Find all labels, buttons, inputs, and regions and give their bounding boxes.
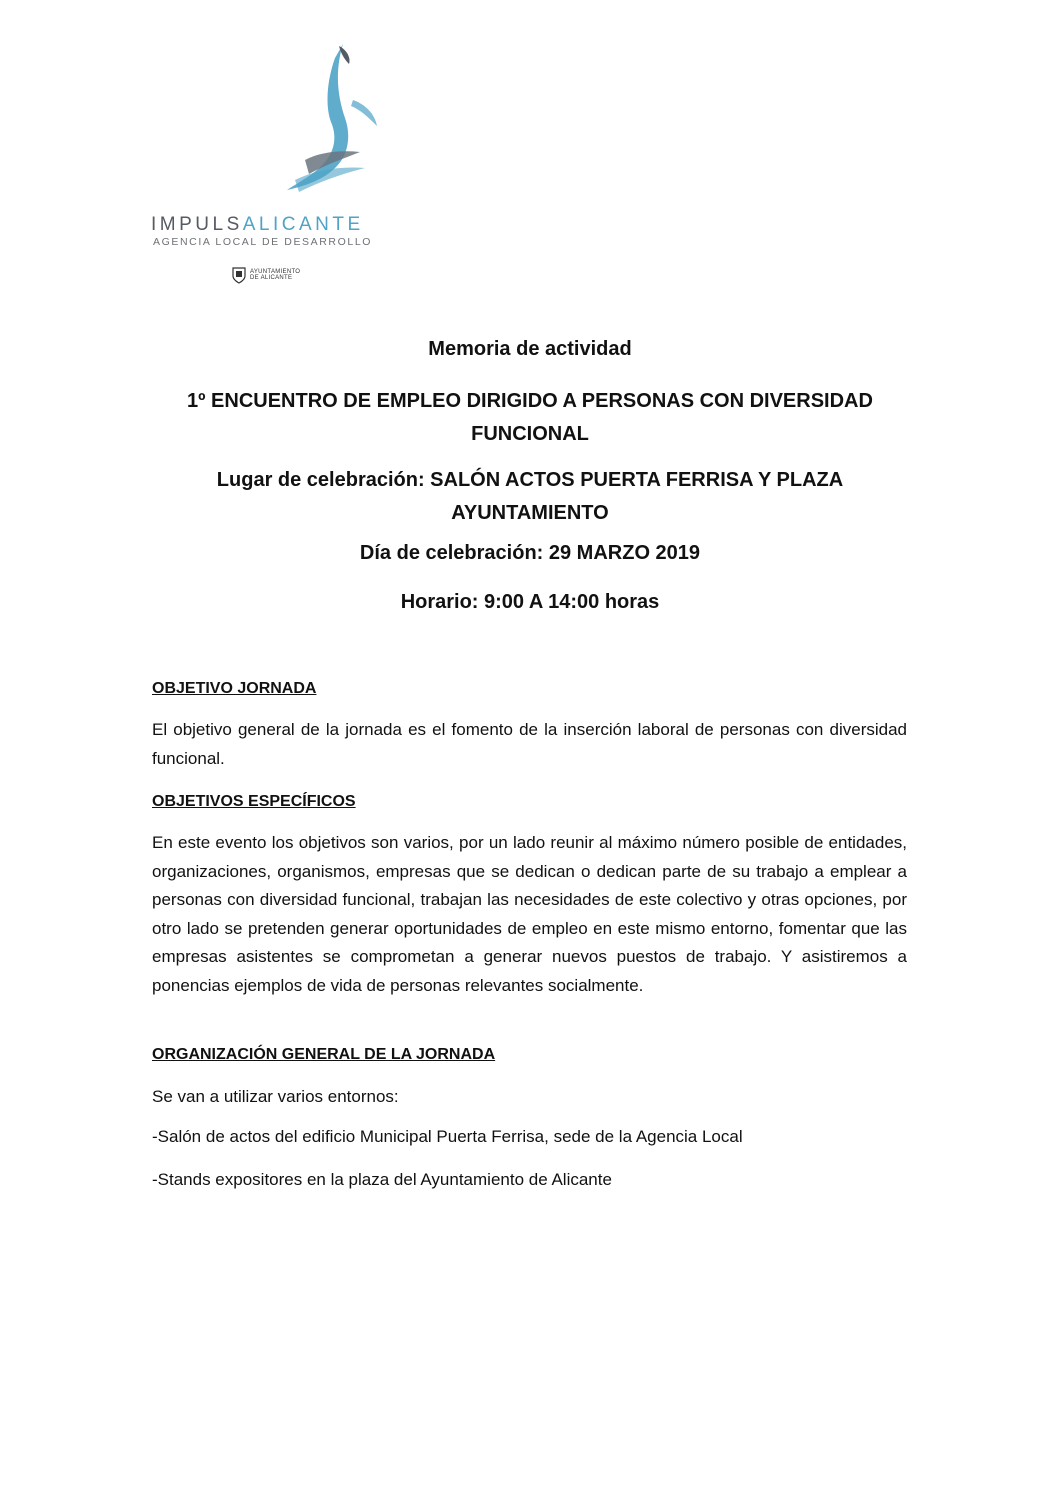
event-location xyxy=(150,464,910,530)
event-location-line-1: Lugar de celebración: SALÓN ACTOS PUERTA FERRISA Y PLAZA xyxy=(216,469,844,491)
event-title-line-2: FUNCIONAL xyxy=(471,423,589,445)
event-title xyxy=(150,385,910,451)
organizacion-intro: Se van a utilizar varios entornos: xyxy=(152,1087,399,1106)
event-schedule: Horario: 9:00 A 14:00 horas xyxy=(400,591,660,613)
event-date: Día de celebración: 29 MARZO 2019 xyxy=(359,542,701,564)
council-mark xyxy=(232,266,310,284)
especificos-paragraph: En este evento los objetivos son varios, por un lado reunir al máximo número posible de entidades, organizaciones, organismos, empresas que se dedican o dedican parte de su trabajo a emplear a personas con diversidad funcional, trabajan las necesidades de este colectivo y otras opciones, por otro lado se pretenden generar oportunidades de empleo en este mismo entorno, fomentar que las empresas asistentes se comprometan a generar nuevos puestos de trabajo. Y asistiremos a ponencias ejemplos de vida de personas relevantes socialmente. xyxy=(152,833,907,995)
council-name: AYUNTAMIENTO DE ALICANTE xyxy=(250,268,301,281)
event-location-line-2: AYUNTAMIENTO xyxy=(451,502,609,524)
swimmer-figure-icon xyxy=(265,40,385,215)
objetivo-heading: OBJETIVO JORNADA xyxy=(152,680,317,697)
impulsalicante-logo xyxy=(145,40,415,300)
organizacion-heading: ORGANIZACIÓN GENERAL DE LA JORNADA xyxy=(152,1046,496,1063)
brand-name xyxy=(151,214,364,236)
coat-of-arms-icon xyxy=(232,266,246,284)
document-title: Memoria de actividad xyxy=(428,338,632,360)
brand-name-part2: ALICANTE xyxy=(242,214,364,235)
brand-name-part1: IMPULS xyxy=(151,214,243,235)
especificos-heading: OBJETIVOS ESPECÍFICOS xyxy=(152,793,356,810)
event-title-line-1: 1º ENCUENTRO DE EMPLEO DIRIGIDO A PERSONAS CON DIVERSIDAD xyxy=(187,390,873,412)
brand-subtitle: AGENCIA LOCAL DE DESARROLLO xyxy=(153,236,373,248)
entorno-item-1: -Salón de actos del edificio Municipal Puerta Ferrisa, sede de la Agencia Local xyxy=(152,1127,743,1146)
objetivo-paragraph: El objetivo general de la jornada es el fomento de la inserción laboral de personas con diversidad funcional. xyxy=(152,720,907,768)
entorno-item-2: -Stands expositores en la plaza del Ayuntamiento de Alicante xyxy=(152,1170,612,1189)
